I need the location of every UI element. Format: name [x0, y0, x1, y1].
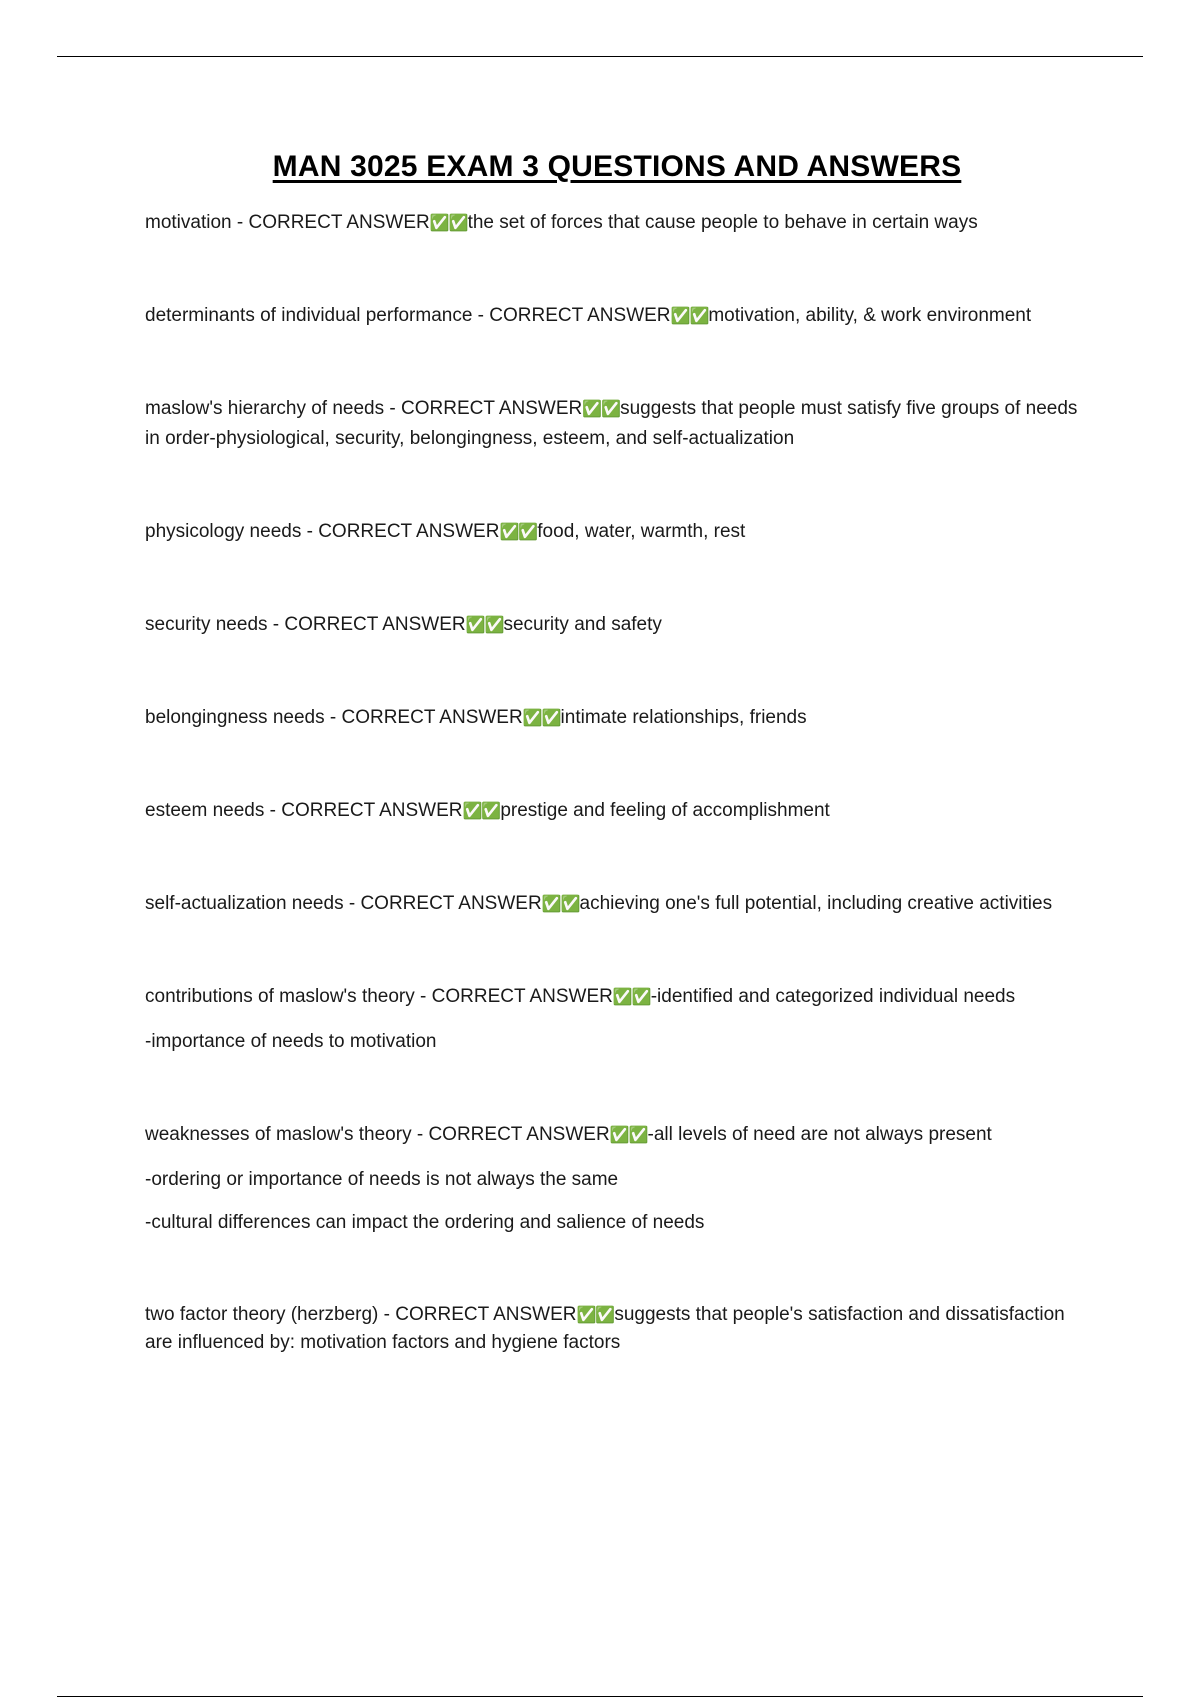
- answer-separator: - CORRECT ANSWER: [384, 398, 583, 419]
- double-check-icon: ✅✅: [465, 615, 504, 634]
- qa-entry-maslow-weaknesses: [145, 1120, 1090, 1238]
- qa-line: [145, 301, 1090, 331]
- qa-line: [145, 208, 1090, 238]
- qa-line: [145, 517, 1090, 547]
- qa-line: [145, 394, 1090, 454]
- answer: suggests that people must satisfy five groups of needs in order-physiological, security, belongingness, esteem, and self-actualization: [145, 398, 1078, 449]
- term: two factor theory (herzberg): [145, 1304, 379, 1325]
- answer-separator: - CORRECT ANSWER: [414, 986, 613, 1007]
- term: physicology needs: [145, 521, 302, 542]
- answer-separator: - CORRECT ANSWER: [301, 521, 500, 542]
- double-check-icon: ✅✅: [499, 522, 538, 541]
- answer: intimate relationships, friends: [560, 707, 807, 728]
- term: motivation: [145, 212, 232, 233]
- qa-line: [145, 703, 1090, 733]
- answer: -identified and categorized individual needs: [650, 986, 1016, 1007]
- qa-line: [145, 796, 1090, 826]
- answer-separator: - CORRECT ANSWER: [324, 707, 523, 728]
- term: belongingness needs: [145, 707, 325, 728]
- answer: security and safety: [503, 614, 662, 635]
- qa-entry-esteem-needs: [145, 796, 1090, 826]
- double-check-icon: ✅✅: [522, 708, 561, 727]
- qa-line: [145, 982, 1090, 1012]
- qa-entry-maslow-hierarchy: [145, 394, 1090, 454]
- answer-separator: - CORRECT ANSWER: [472, 305, 671, 326]
- answer-continuation: -cultural differences can impact the ordering and salience of needs: [145, 1212, 705, 1233]
- qa-line: [145, 1120, 1090, 1150]
- answer: food, water, warmth, rest: [537, 521, 746, 542]
- qa-entry-self-actualization-needs: [145, 889, 1090, 919]
- qa-line: [145, 889, 1090, 919]
- double-check-icon: ✅✅: [609, 1125, 648, 1144]
- term: esteem needs: [145, 800, 265, 821]
- answer-continuation: -ordering or importance of needs is not always the same: [145, 1169, 619, 1190]
- answer: suggests that people's satisfaction and dissatisfaction are influenced by: motivation factors and hygiene factors: [145, 1304, 1065, 1353]
- qa-line: [145, 1301, 1090, 1357]
- bottom-rule: [57, 1696, 1143, 1697]
- term: contributions of maslow's theory: [145, 986, 415, 1007]
- top-rule: [57, 56, 1143, 57]
- answer: -all levels of need are not always present: [647, 1124, 992, 1145]
- term: determinants of individual performance: [145, 305, 473, 326]
- answer: the set of forces that cause people to behave in certain ways: [467, 212, 978, 233]
- answer: prestige and feeling of accomplishment: [500, 800, 830, 821]
- term: weaknesses of maslow's theory: [145, 1124, 412, 1145]
- double-check-icon: ✅✅: [541, 894, 580, 913]
- page-title: MAN 3025 EXAM 3 QUESTIONS AND ANSWERS: [272, 150, 962, 183]
- qa-entry-security-needs: [145, 610, 1090, 640]
- double-check-icon: ✅✅: [670, 306, 709, 325]
- double-check-icon: ✅✅: [582, 399, 621, 418]
- answer-separator: - CORRECT ANSWER: [378, 1304, 577, 1325]
- qa-line: [145, 610, 1090, 640]
- qa-entry-maslow-contributions: [145, 982, 1090, 1057]
- qa-entry-physiology-needs: [145, 517, 1090, 547]
- qa-list: [145, 208, 1090, 1420]
- double-check-icon: ✅✅: [612, 987, 651, 1006]
- answer-separator: - CORRECT ANSWER: [267, 614, 466, 635]
- qa-entry-motivation: [145, 208, 1090, 238]
- answer: motivation, ability, & work environment: [708, 305, 1032, 326]
- term: maslow's hierarchy of needs: [145, 398, 385, 419]
- qa-entry-belongingness-needs: [145, 703, 1090, 733]
- qa-entry-two-factor-theory: [145, 1301, 1090, 1357]
- double-check-icon: ✅✅: [429, 213, 468, 232]
- qa-entry-determinants: [145, 301, 1090, 331]
- answer-separator: - CORRECT ANSWER: [231, 212, 430, 233]
- term: self-actualization needs: [145, 893, 344, 914]
- answer-separator: - CORRECT ANSWER: [411, 1124, 610, 1145]
- answer: achieving one's full potential, including creative activities: [579, 893, 1053, 914]
- answer-continuation: -importance of needs to motivation: [145, 1031, 437, 1052]
- double-check-icon: ✅✅: [462, 801, 501, 820]
- term: security needs: [145, 614, 268, 635]
- double-check-icon: ✅✅: [576, 1305, 615, 1324]
- answer-separator: - CORRECT ANSWER: [343, 893, 542, 914]
- answer-separator: - CORRECT ANSWER: [264, 800, 463, 821]
